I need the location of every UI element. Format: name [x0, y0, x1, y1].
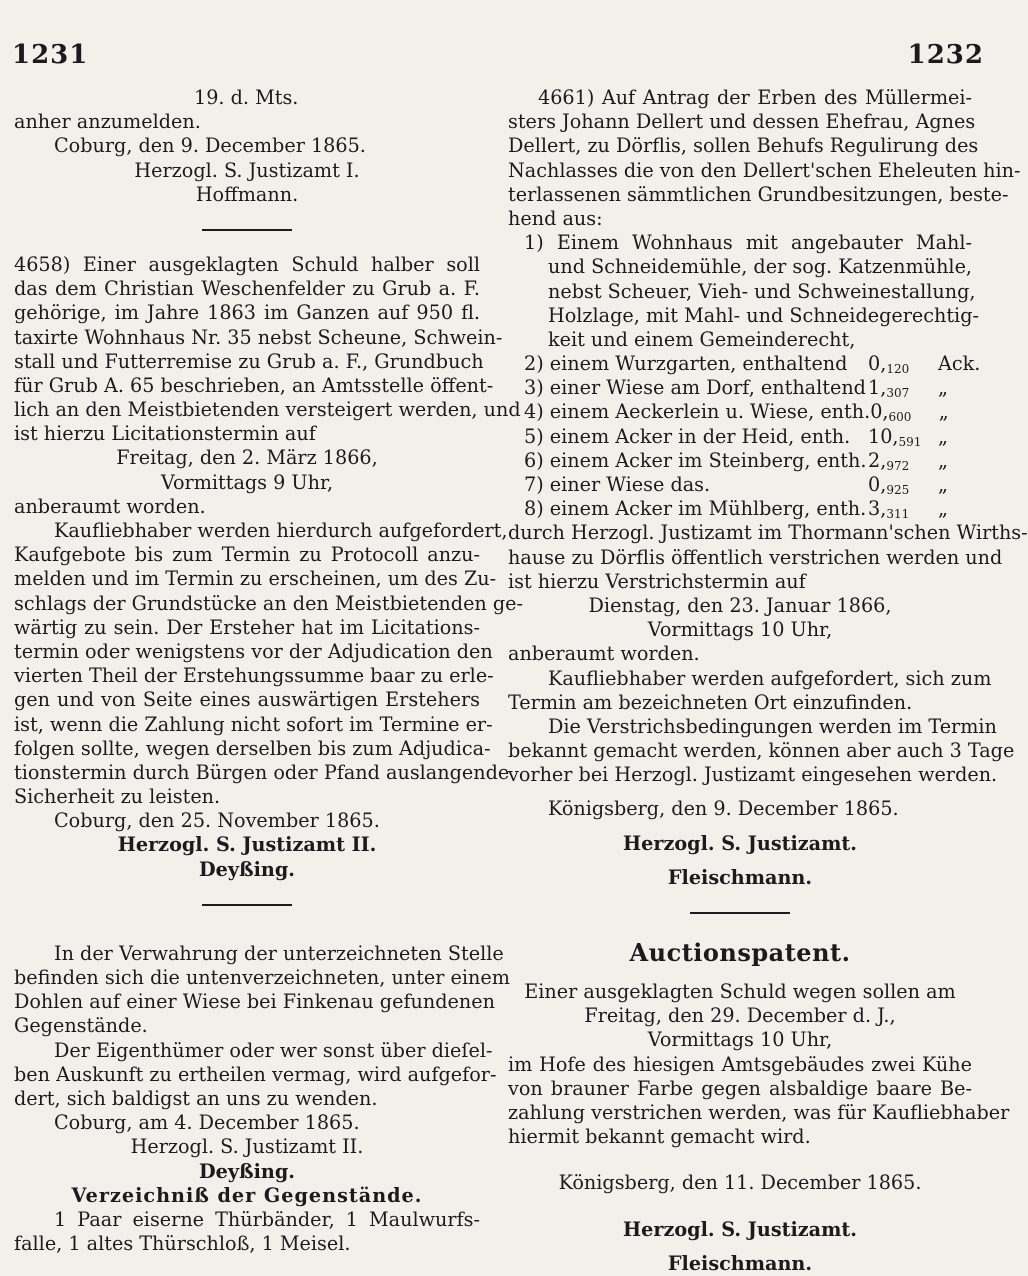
- notice-line: gehörige, im Jahre 1863 im Ganzen auf 950 fl.: [14, 301, 480, 325]
- notice-line: hause zu Dörflis öffentlich verstrichen werden und: [508, 545, 1003, 569]
- notice-line: dert, sich baldigst an uns zu wenden.: [14, 1086, 378, 1110]
- property-item: nebst Scheuer, Vieh- und Schweinestallung,: [548, 279, 976, 303]
- notice-line: von brauner Farbe gegen alsbaldige baare Be-: [508, 1076, 972, 1100]
- auction-time: Vormittags 10 Uhr,: [647, 1028, 833, 1052]
- notice-line: gen und von Seite eines auswärtigen Erstehers: [14, 688, 480, 712]
- notice-line: sters Johann Dellert und dessen Ehefrau, Agnes: [508, 110, 976, 134]
- property-desc: 6) einem Acker im Steinberg, enth.: [524, 448, 867, 472]
- property-desc: 2) einem Wurzgarten, enthaltend: [524, 352, 848, 376]
- notice-line: Einer ausgeklagten Schuld wegen sollen am: [524, 980, 956, 1003]
- notice-line: Kaufliebhaber werden hierdurch aufgefordert,: [54, 519, 508, 542]
- notice-4661: [508, 86, 1028, 890]
- property-row: [524, 352, 981, 377]
- notice-line: terlassenen sämmtlichen Grundbesitzungen, beste-: [508, 182, 1009, 206]
- notice-line: Die Verstrichsbedingungen werden im Termin: [548, 714, 997, 738]
- property-unit: „: [938, 448, 948, 472]
- notice-line: das dem Christian Weschenfelder zu Grub a. F.: [14, 277, 480, 301]
- property-row: [524, 497, 972, 521]
- court-office: Herzogl. S. Justizamt.: [623, 1217, 857, 1241]
- property-item: keit und einem Gemeinderecht,: [548, 327, 856, 351]
- notice-line: stall und Futterremise zu Grub a. F., Grundbuch: [14, 349, 484, 373]
- notice-line: ben Auskunft zu ertheilen vermag, wird aufgefor-: [14, 1062, 497, 1086]
- place-date: Königsberg, den 11. December 1865.: [558, 1171, 922, 1195]
- notice-line: lich an den Meistbietenden versteigert werden, und: [14, 398, 521, 422]
- notice-line: zahlung verstrichen werden, was für Kaufliebhaber: [508, 1100, 1010, 1124]
- list-line: 1 Paar eiserne Thürbänder, 1 Maulwurfs-: [54, 1207, 480, 1231]
- page-number-right: 1232: [907, 40, 984, 70]
- property-row: [524, 473, 972, 497]
- property-area: $0,_{120}$: [868, 352, 910, 377]
- auction-date: Dienstag, den 23. Januar 1866,: [588, 593, 892, 617]
- notice-line: für Grub A. 65 beschrieben, an Amtsstelle öffent-: [14, 373, 494, 397]
- property-unit: Ack.: [938, 352, 981, 376]
- court-office: Herzogl. S. Justizamt II.: [130, 1135, 364, 1159]
- notice-4658: [14, 252, 524, 882]
- list-line: falle, 1 altes Thürschloß, 1 Meisel.: [14, 1232, 351, 1256]
- property-unit: „: [938, 400, 949, 424]
- notice-line: Kaufgebote bis zum Termin zu Protocoll anzu-: [14, 543, 480, 567]
- notice-line: taxirte Wohnhaus Nr. 35 nebst Scheune, Schwein-: [14, 325, 503, 349]
- notice-line: im Hofe des hiesigen Amtsgebäudes zwei Kühe: [508, 1052, 972, 1076]
- notice-line: Gegenstände.: [14, 1014, 148, 1038]
- notice-heading: Auctionspatent.: [629, 938, 851, 967]
- notice-line: In der Verwahrung der unterzeichneten Stelle: [54, 941, 504, 965]
- property-item: und Schneidemühle, der sog. Katzenmühle,: [548, 255, 973, 279]
- property-unit: „: [938, 497, 948, 521]
- notice-line: durch Herzogl. Justizamt im Thormann'schen Wirths-: [508, 521, 1028, 545]
- auction-time: Vormittags 10 Uhr,: [647, 618, 833, 642]
- property-area: $0,_{600}$: [870, 400, 912, 425]
- place-date: Königsberg, den 9. December 1865.: [548, 797, 899, 821]
- property-area: $3,_{311}$: [868, 497, 910, 522]
- signature: Hoffmann.: [195, 182, 299, 206]
- notice-line: 4661) Auf Antrag der Erben des Müllermei-: [538, 86, 972, 109]
- notice-line: tionstermin durch Bürgen oder Pfand auslangende: [14, 760, 510, 784]
- auction-date: Freitag, den 2. März 1866,: [116, 446, 378, 470]
- court-office: Herzogl. S. Justizamt II.: [117, 833, 377, 857]
- notice-line: folgen sollte, wegen derselben bis zum Adjudica-: [14, 736, 491, 760]
- auction-patent: [508, 936, 1010, 1276]
- court-office: Herzogl. S. Justizamt I.: [134, 158, 360, 182]
- continued-text-line: anher anzumelden.: [14, 110, 201, 134]
- notice-line: anberaumt worden.: [14, 494, 206, 518]
- property-unit: „: [938, 376, 948, 400]
- property-list: [508, 352, 981, 522]
- property-row: [524, 449, 972, 473]
- property-row: [524, 400, 972, 424]
- notice-line: Termin am bezeichneten Ort einzufinden.: [508, 690, 913, 714]
- auction-date: Freitag, den 29. December d. J.,: [584, 1004, 896, 1028]
- right-column: [508, 86, 1028, 1276]
- notice-line: Der Eigenthümer oder wer sonst über dieſel-: [54, 1038, 493, 1062]
- notice-line: Dohlen auf einer Wiese bei Finkenau gefundenen: [14, 990, 495, 1014]
- signature: Deyßing.: [199, 857, 295, 881]
- notice-line: schlags der Grundstücke an den Meistbietenden ge-: [14, 591, 524, 615]
- notice-line: vierten Theil der Erstehungssumme baar zu erle-: [14, 664, 494, 688]
- property-item: Holzlage, mit Mahl- und Schneidegerechtig-: [548, 303, 979, 327]
- property-area: $1,_{307}$: [868, 376, 910, 401]
- notice-line: Sicherheit zu leisten.: [14, 785, 221, 809]
- notice-line: Kaufliebhaber werden aufgefordert, sich zum: [548, 666, 992, 690]
- notice-line: hiermit bekannt gemacht wird.: [508, 1125, 811, 1149]
- property-desc: 8) einem Acker im Mühlberg, enth.: [524, 497, 867, 521]
- notice-line: anberaumt worden.: [508, 642, 700, 666]
- place-date: Coburg, den 25. November 1865.: [54, 809, 380, 833]
- list-title: Verzeichniß der Gegenstände.: [71, 1183, 423, 1207]
- notice-line: Dellert, zu Dörflis, sollen Behufs Regulirung des: [508, 134, 979, 158]
- left-column: [14, 86, 524, 1256]
- notice-line: ist hierzu Licitationstermin auf: [14, 422, 316, 446]
- place-date: Coburg, den 9. December 1865.: [54, 134, 366, 158]
- notice-line: wärtig zu sein. Der Ersteher hat im Licitations-: [14, 615, 480, 639]
- notice-line: befinden sich die untenverzeichneten, unter einem: [14, 966, 510, 989]
- property-unit: „: [938, 473, 948, 496]
- property-desc: 4) einem Aeckerlein u. Wiese, enth.: [524, 400, 871, 424]
- notice-line: vorher bei Herzogl. Justizamt eingesehen werden.: [508, 763, 998, 787]
- notice-line: Nachlasses die von den Dellert'schen Eheleuten hin-: [508, 158, 1021, 182]
- property-row: [524, 425, 972, 449]
- signature: Fleischmann.: [667, 865, 813, 889]
- property-desc: 5) einem Acker in der Heid, enth.: [524, 424, 851, 448]
- property-desc: 7) einer Wiese das.: [524, 473, 711, 496]
- notice-line: bekannt gemacht werden, können aber auch 3 Tage: [508, 739, 1015, 763]
- property-area: $2,_{972}$: [868, 448, 910, 473]
- property-item: 1) Einem Wohnhaus mit angebauter Mahl-: [524, 231, 972, 255]
- place-date: Coburg, am 4. December 1865.: [54, 1111, 360, 1135]
- signature: Deyßing.: [199, 1159, 295, 1183]
- property-desc: 3) einer Wiese am Dorf, enthaltend: [524, 376, 866, 400]
- auction-time: Vormittags 9 Uhr,: [160, 470, 334, 494]
- notice-found-objects: [14, 941, 510, 1256]
- page-number-left: 1231: [12, 40, 89, 70]
- court-office: Herzogl. S. Justizamt.: [623, 831, 857, 855]
- property-row: [524, 376, 972, 400]
- notice-line: ist, wenn die Zahlung nicht sofort im Termine er-: [14, 712, 493, 736]
- notice-line: ist hierzu Verstrichstermin auf: [508, 569, 806, 593]
- notice-line: 4658) Einer ausgeklagten Schuld halber soll: [14, 252, 480, 276]
- signature: Fleischmann.: [667, 1251, 813, 1275]
- property-area: $0,_{925}$: [868, 473, 910, 497]
- continued-date-line: 19. d. Mts.: [194, 86, 299, 109]
- notice-line: termin oder wenigstens vor der Adjudication den: [14, 639, 493, 663]
- notice-line: melden und im Termin zu erscheinen, um des Zu-: [14, 567, 497, 591]
- property-unit: „: [938, 424, 948, 448]
- notice-line: hend aus:: [508, 206, 603, 230]
- property-area: $10,_{591}$: [868, 424, 922, 449]
